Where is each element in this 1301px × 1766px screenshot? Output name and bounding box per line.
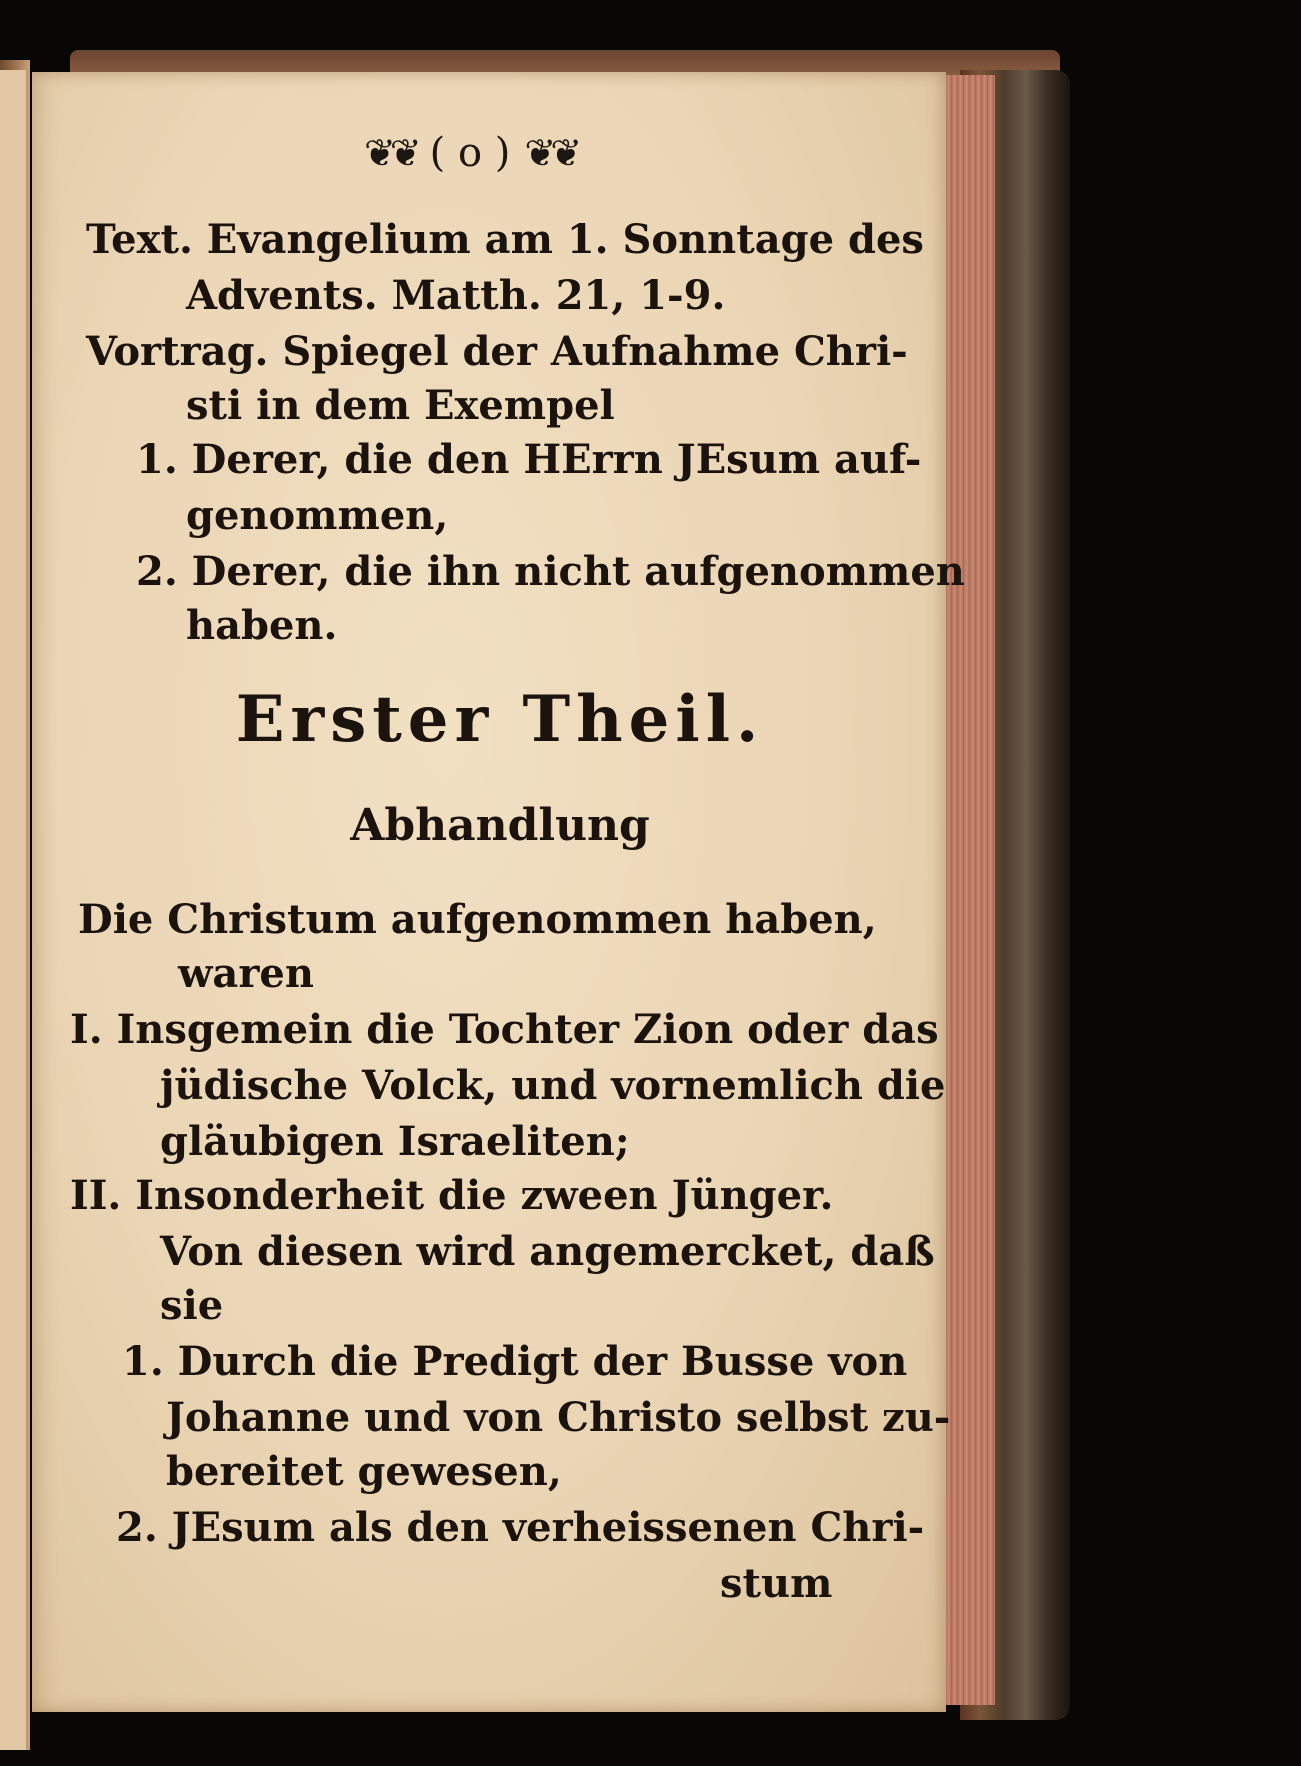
previous-page-edge bbox=[0, 70, 26, 1750]
text-line: sti in dem Exempel bbox=[186, 382, 615, 429]
page-number: ( o ) bbox=[429, 130, 511, 176]
ornament-left-icon: ❦❦ bbox=[363, 131, 416, 175]
text-line: II. Insonderheit die zween Jünger. bbox=[70, 1172, 834, 1219]
text-line: sie bbox=[160, 1282, 224, 1329]
text-line: haben. bbox=[186, 602, 338, 649]
text-line: Johanne und von Christo selbst zu- bbox=[166, 1394, 951, 1441]
text-line: 1. Durch die Predigt der Busse von bbox=[122, 1338, 908, 1385]
text-line: Vortrag. Spiegel der Aufnahme Chri- bbox=[86, 328, 908, 375]
page-edges bbox=[940, 75, 995, 1705]
text-line: jüdische Volck, und vornemlich die bbox=[160, 1062, 946, 1109]
text-line: 2. Derer, die ihn nicht aufgenommen bbox=[136, 548, 965, 595]
text-line: waren bbox=[178, 950, 314, 997]
text-line: stum bbox=[720, 1560, 833, 1607]
page-header bbox=[300, 118, 640, 188]
text-line: Text. Evangelium am 1. Sonntage des bbox=[86, 216, 924, 263]
text-line: Advents. Matth. 21, 1-9. bbox=[186, 272, 726, 319]
text-line: 2. JEsum als den verheissenen Chri- bbox=[116, 1504, 925, 1551]
section-subheading: Abhandlung bbox=[350, 800, 650, 851]
text-line: Von diesen wird angemercket, daß bbox=[160, 1228, 935, 1275]
text-line: bereitet gewesen, bbox=[166, 1448, 562, 1495]
text-line: gläubigen Israeliten; bbox=[160, 1118, 630, 1165]
section-heading: Erster Theil. bbox=[235, 682, 765, 757]
text-line: Die Christum aufgenommen haben, bbox=[78, 896, 877, 943]
ornament-right-icon: ❦❦ bbox=[524, 131, 577, 175]
text-line: I. Insgemein die Tochter Zion oder das bbox=[70, 1006, 939, 1053]
text-line: genommen, bbox=[186, 492, 449, 539]
text-line: 1. Derer, die den HErrn JEsum auf- bbox=[136, 436, 922, 483]
